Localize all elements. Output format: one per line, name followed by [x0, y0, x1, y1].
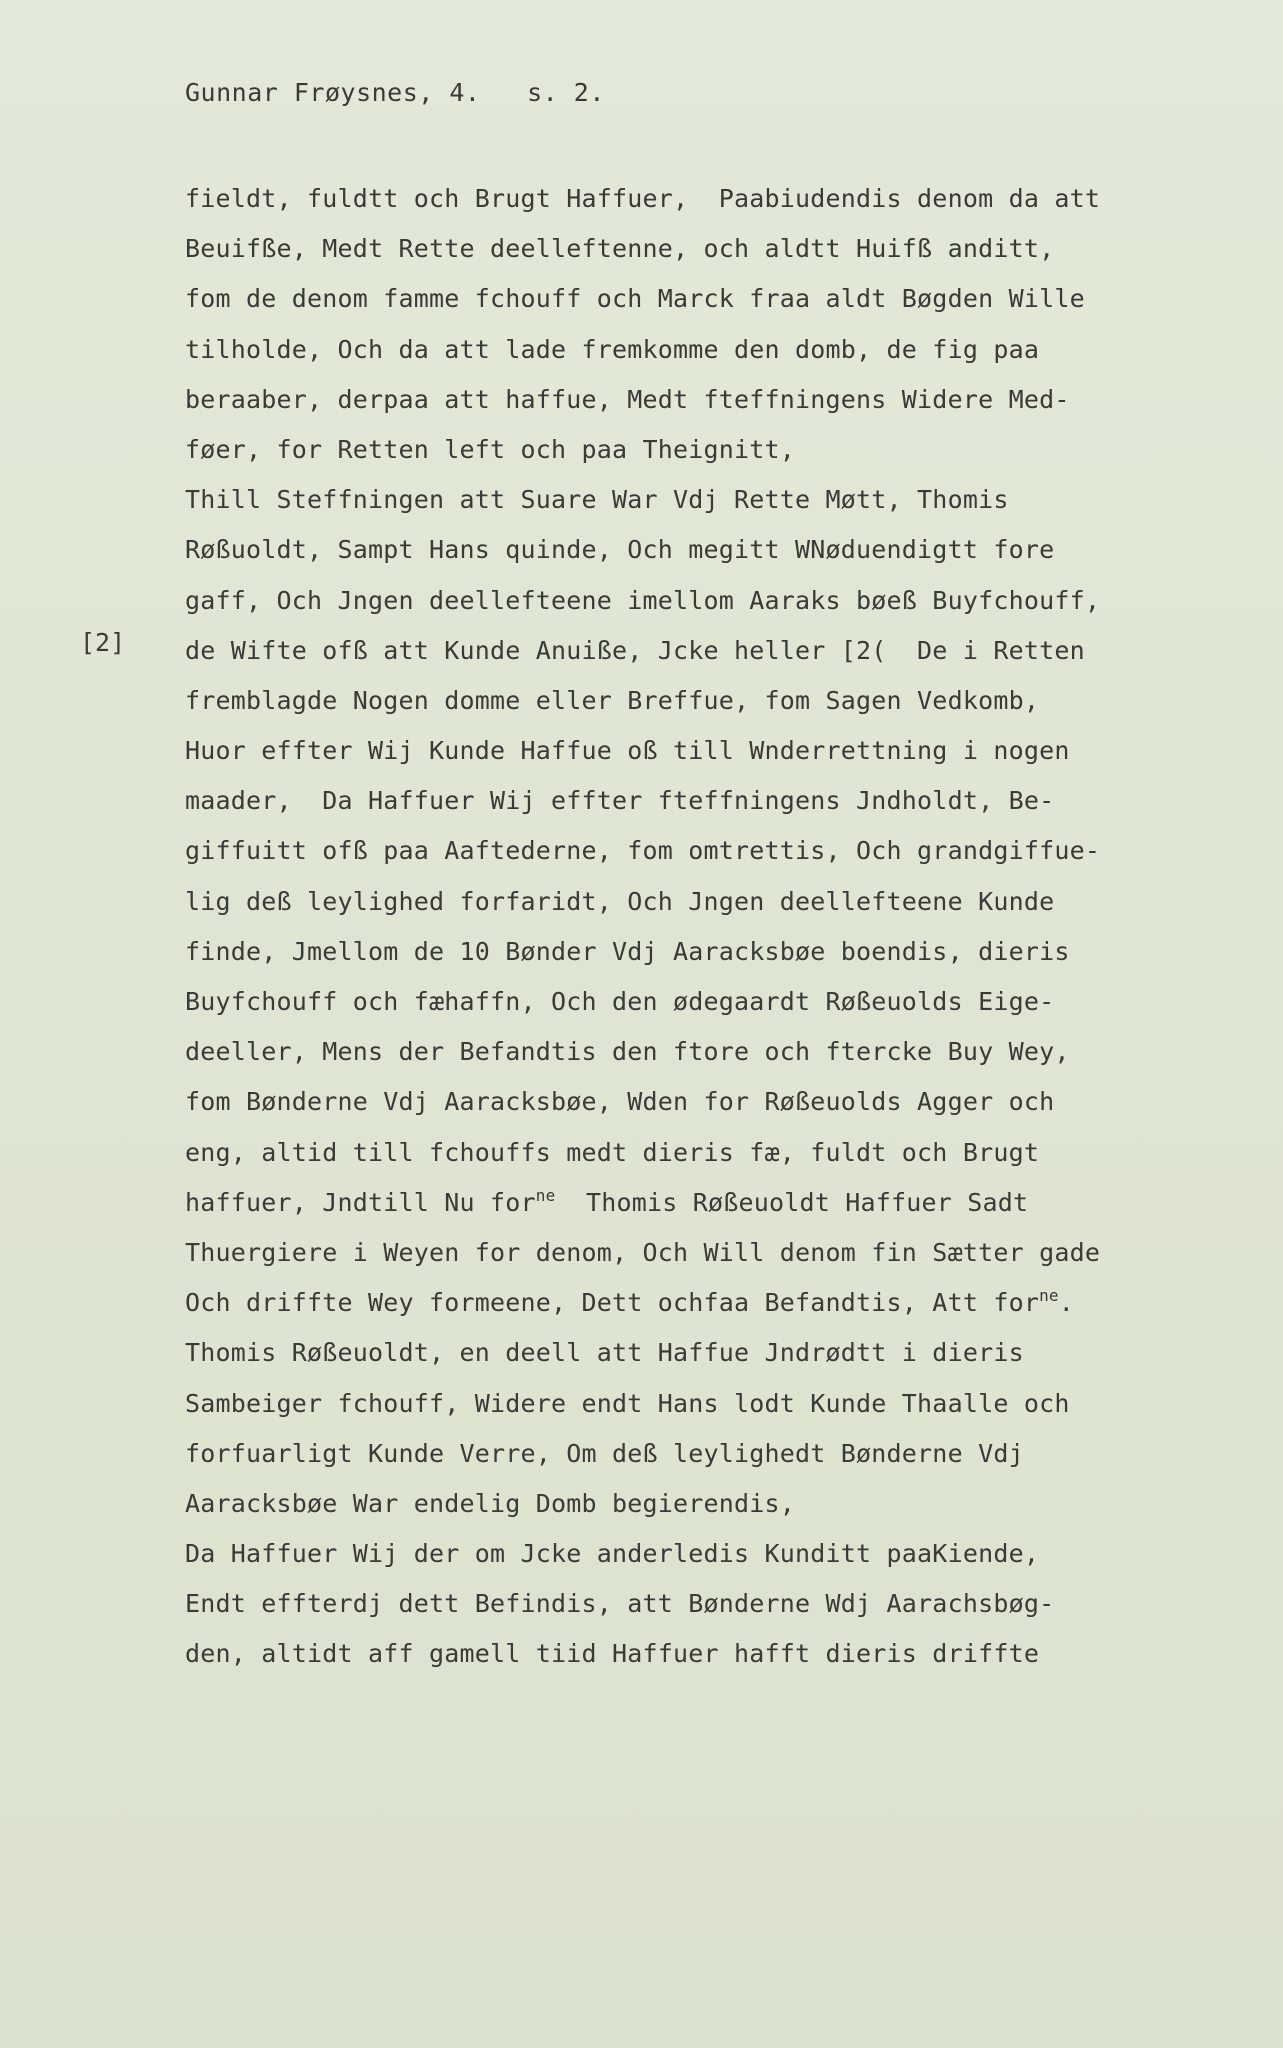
text-line: eng, altid till fchouffs medt dieris fæ, fuldt och Brugt [185, 1137, 1040, 1167]
text-line: forfuarligt Kunde Verre, Om deß leylighedt Bønderne Vdj [185, 1438, 1024, 1468]
text-line: fom Bønderne Vdj Aaracksbøe, Wden for Røßeuolds Agger och [185, 1087, 1055, 1117]
text-line: lig deß leylighed forfaridt, Och Jngen deellefteene Kunde [185, 886, 1055, 916]
text-line: føer, for Retten left och paa Theignitt, [185, 434, 796, 464]
text-line: haffuer, Jndtill Nu for$^{ne}$ Thomis Røßeuoldt Haffuer Sadt [185, 1185, 1029, 1217]
text-line: fremblagde Nogen domme eller Breffue, fom Sagen Vedkomb, [185, 685, 1040, 715]
text-line: deeller, Mens der Befandtis den ftore och ftercke Buy Wey, [185, 1037, 1070, 1067]
text-line: fom de denom famme fchouff och Marck fraa aldt Bøgden Wille [185, 284, 1085, 314]
text-line: giffuitt ofß paa Aaftederne, fom omtrettis, Och grandgiffue- [185, 836, 1101, 866]
text-line: Da Haffuer Wij der om Jcke anderledis Kunditt paaKiende, [185, 1539, 1040, 1569]
text-line: Beuifße, Medt Rette deelleftenne, och aldtt Huifß anditt, [185, 234, 1055, 264]
text-line: Thomis Røßeuoldt, en deell att Haffue Jndrødtt i dieris [185, 1338, 1024, 1368]
text-line: Thill Steffningen att Suare War Vdj Rette Møtt, Thomis [185, 485, 1009, 515]
page-header: Gunnar Frøysnes, 4. s. 2. [185, 78, 605, 107]
text-line: Thuergiere i Weyen for denom, Och Will denom fin Sætter gade [185, 1237, 1101, 1267]
text-line: Sambeiger fchouff, Widere endt Hans lodt Kunde Thaalle och [185, 1388, 1070, 1418]
text-line: de Wifte ofß att Kunde Anuiße, Jcke heller [2( De i Retten [185, 635, 1085, 665]
text-line: Och driffte Wey formeene, Dett ochfaa Befandtis, Att for$^{ne}$. [185, 1286, 1075, 1318]
text-line: finde, Jmellom de 10 Bønder Vdj Aaracksbøe boendis, dieris [185, 936, 1070, 966]
text-line: Huor effter Wij Kunde Haffue oß till Wnderrettning i nogen [185, 736, 1070, 766]
text-line: Røßuoldt, Sampt Hans quinde, Och megitt WNøduendigtt fore [185, 535, 1055, 565]
text-line: gaff, Och Jngen deellefteene imellom Aaraks bøeß Buyfchouff, [185, 585, 1101, 615]
text-line: Aaracksbøe War endelig Domb begierendis, [185, 1488, 796, 1518]
transcription-body [185, 174, 1185, 1680]
text-line: tilholde, Och da att lade fremkomme den domb, de fig paa [185, 334, 1040, 364]
text-line: Buyfchouff och fæhaffn, Och den ødegaardt Røßeuolds Eige- [185, 987, 1055, 1016]
text-line: beraaber, derpaa att haffue, Medt fteffningens Widere Med- [185, 384, 1070, 414]
marginal-page-note: [2] [80, 628, 126, 657]
text-line: fieldt, fuldtt och Brugt Haffuer, Paabiudendis denom da att [185, 184, 1101, 213]
text-line: Endt effterdj dett Befindis, att Bønderne Wdj Aarachsbøg- [185, 1589, 1055, 1619]
text-line: maader, Da Haffuer Wij effter fteffningens Jndholdt, Be- [185, 786, 1055, 816]
text-line: den, altidt aff gamell tiid Haffuer hafft dieris driffte [185, 1639, 1040, 1669]
